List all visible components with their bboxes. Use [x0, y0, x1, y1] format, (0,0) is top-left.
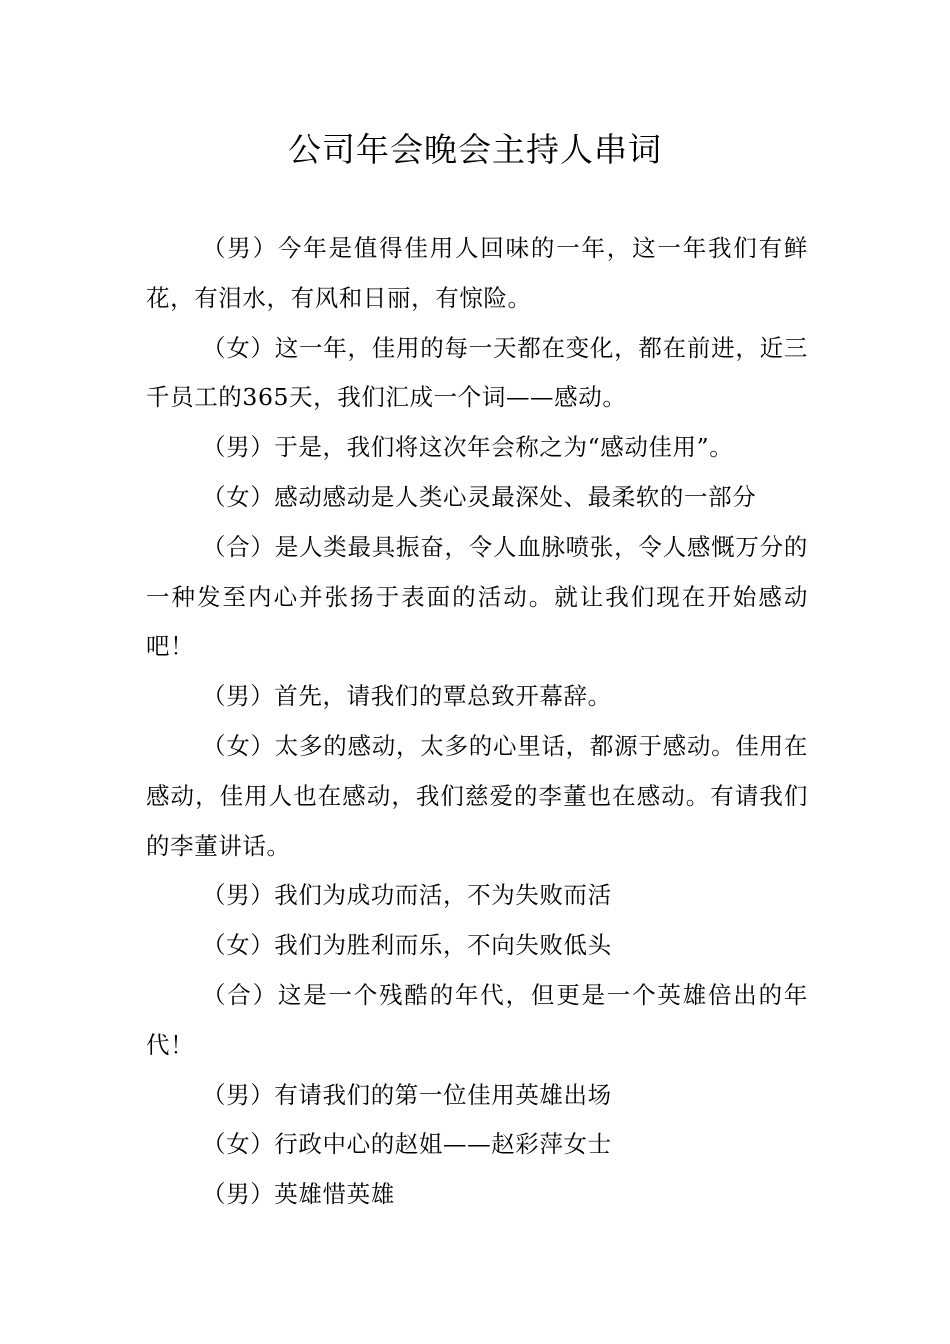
paragraph: （男）于是，我们将这次年会称之为“感动佳用”。 — [202, 433, 734, 462]
paragraph: （合）这是一个残酷的年代，但更是一个英雄倍出的年代！ — [146, 980, 808, 1059]
paragraph: （女）太多的感动，太多的心里话，都源于感动。佳用在感动，佳用人也在感动，我们慈爱的李董也在感动。有请我们的李董讲话。 — [146, 731, 808, 860]
paragraph: （男）有请我们的第一位佳用英雄出场 — [202, 1080, 612, 1109]
paragraph: （男）英雄惜英雄 — [202, 1180, 395, 1209]
paragraph: （女）这一年，佳用的每一天都在变化，都在前进，近三千员工的365天，我们汇成一个词——感动。 — [146, 333, 808, 412]
paragraph: （女）我们为胜利而乐，不向失败低头 — [202, 931, 612, 960]
document-body — [146, 224, 808, 1220]
paragraph: （女）行政中心的赵姐——赵彩萍女士 — [202, 1130, 612, 1159]
paragraph: （女）感动感动是人类心灵最深处、最柔软的一部分 — [202, 482, 757, 511]
document-title: 公司年会晚会主持人串词 — [288, 130, 662, 169]
paragraph: （男）今年是值得佳用人回味的一年，这一年我们有鲜花，有泪水，有风和日丽，有惊险。 — [146, 234, 808, 312]
paragraph: （男）我们为成功而活，不为失败而活 — [202, 881, 612, 910]
paragraph: （男）首先，请我们的覃总致开幕辞。 — [202, 682, 612, 711]
paragraph: （合）是人类最具振奋，令人血脉喷张，令人感慨万分的一种发至内心并张扬于表面的活动。就让我们现在开始感动吧！ — [146, 532, 808, 661]
